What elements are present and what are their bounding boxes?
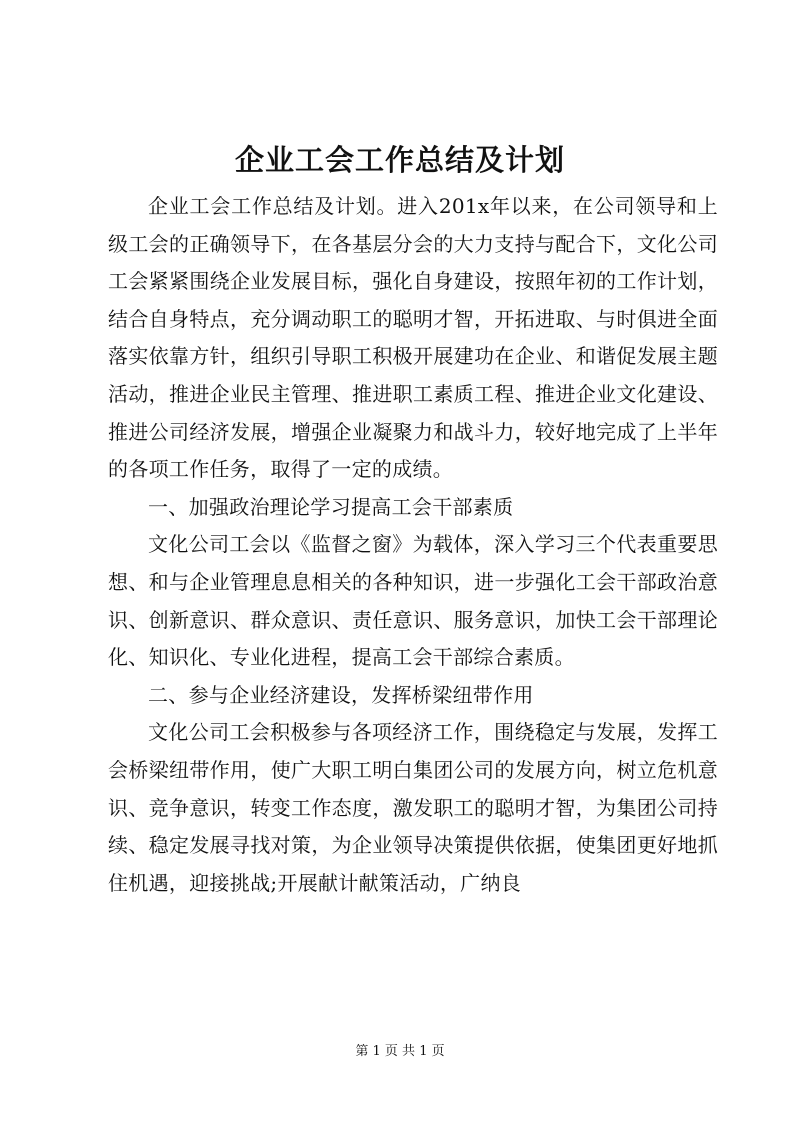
document-title: 企业工会工作总结及计划	[234, 143, 565, 177]
page-footer: 第 1 页 共 1 页	[355, 1044, 445, 1059]
paragraph-section-1: 文化公司工会以《监督之窗》为载体，深入学习三个代表重要思想、和与企业管理息息相关的各种知识，进一步强化工会干部政治意识、创新意识、群众意识、责任意识、服务意识，加快工会干部理论化、知识化、专业化进程，提高工会干部综合素质。	[108, 532, 718, 670]
section-heading-1: 一、加强政治理论学习提高工会干部素质	[148, 494, 514, 519]
paragraph-section-2: 文化公司工会积极参与各项经济工作，围绕稳定与发展，发挥工会桥梁纽带作用，使广大职工明白集团公司的发展方向，树立危机意识、竞争意识，转变工作态度，激发职工的聪明才智，为集团公司持续、稳定发展寻找对策，为企业领导决策提供依据，使集团更好地抓住机遇，迎接挑战;开展献计献策活动，广纳良	[108, 720, 718, 895]
paragraph-intro: 企业工会工作总结及计划。进入201x年以来，在公司领导和上级工会的正确领导下，在各基层分会的大力支持与配合下，文化公司工会紧紧围绕企业发展目标，强化自身建设，按照年初的工作计划，结合自身特点，充分调动职工的聪明才智，开拓进取、与时俱进全面落实依靠方针，组织引导职工积极开展建功在企业、和谐促发展主题活动，推进企业民主管理、推进职工素质工程、推进企业文化建设、推进公司经济发展，增强企业凝聚力和战斗力，较好地完成了上半年的各项工作任务，取得了一定的成绩。	[108, 194, 718, 482]
section-heading-2: 二、参与企业经济建设，发挥桥梁纽带作用	[148, 682, 534, 707]
document-body	[108, 188, 718, 902]
